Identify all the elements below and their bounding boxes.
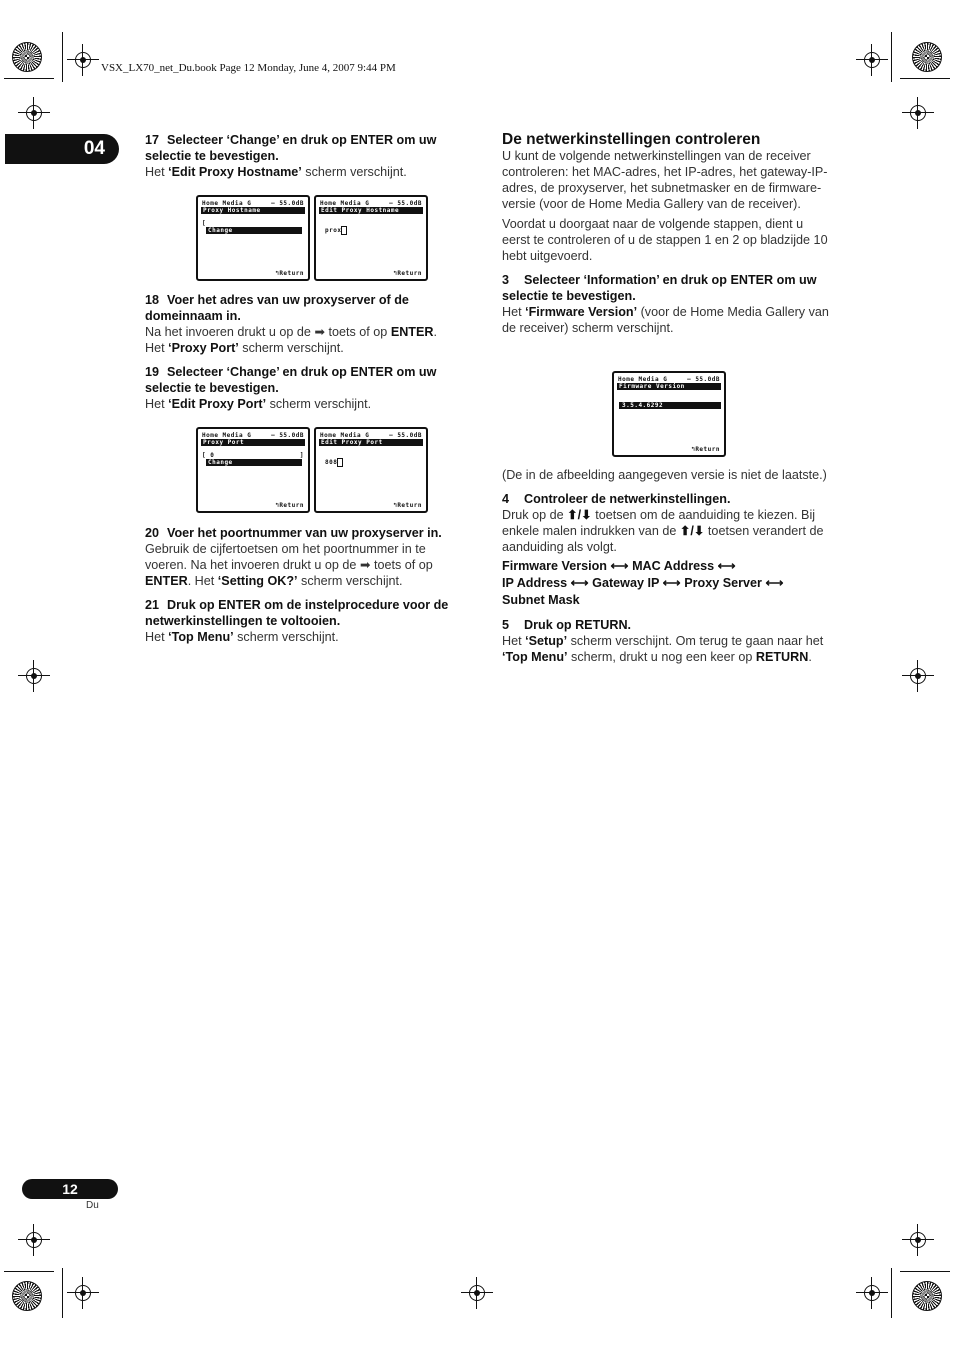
lcd-screen-edit-proxy-hostname: Home Media G – 55.0dB Edit Proxy Hostname prox ↰Return [314,195,428,281]
chapter-tab: 04 [5,134,119,164]
registration-mark-icon [906,101,930,125]
crop-line [900,1271,950,1272]
right-arrow-icon: ➡ [359,558,371,572]
step-19: 19 Selecteer ‘Change’ en druk op ENTER om uw selectie te bevestigen. Het ‘Edit Proxy Port’ scherm verschijnt. [145,365,437,411]
crop-line [891,1268,892,1318]
version-note: (De in de afbeelding aangegeven versie is niet de laatste.) [502,468,827,482]
registration-mark-icon [860,48,884,72]
step-title: Selecteer ‘Change’ en druk op ENTER om uw selectie te bevestigen. [145,133,437,163]
registration-mark-icon [71,1281,95,1305]
return-icon: ↰ [275,502,280,509]
return-icon: ↰ [275,270,280,277]
registration-mark-icon [860,1281,884,1305]
page-number: 12 [22,1179,118,1199]
cursor-icon [341,226,347,235]
step-20: 20 Voer het poortnummer van uw proxyserver in. Gebruik de cijfertoetsen om het poortnummer in te voeren. Na het invoeren drukt u op de ➡ toets of op ENTER. Het ‘Setting OK?’ scherm verschijnt. [145,526,442,588]
section-heading: De netwerkinstellingen controleren [502,131,761,148]
registration-mark-icon [22,101,46,125]
right-column-2 [502,467,842,665]
display-cycle: Firmware Version ⟷ MAC Address ⟷ IP Address ⟷ Gateway IP ⟷ Proxy Server ⟷ Subnet Mask [502,559,784,607]
left-column-2 [145,292,457,412]
print-header: VSX_LX70_net_Du.book Page 12 Monday, June 4, 2007 9:44 PM [101,62,396,74]
page-language: Du [86,1200,99,1211]
crop-line [62,1268,63,1318]
screen-entry: 808 [325,459,338,466]
lcd-screen-edit-proxy-port: Home Media G – 55.0dB Edit Proxy Port 808 ↰Return [314,427,428,513]
step-number: 17 [145,133,160,147]
intro-paragraph: U kunt de volgende netwerkinstellingen van de receiver controleren: het MAC-adres, het IP-adres, het gateway-IP-adres, de proxyserver, het subnetmasker en de firmware-versie (voor de Home Media Gallery van de receiver). [502,149,828,211]
return-icon: ↰ [393,270,398,277]
step-21: 21 Druk op ENTER om de instelprocedure voor de netwerkinstellingen te voltooien. Het ‘Top Menu’ scherm verschijnt. [145,598,449,644]
left-column [145,132,457,180]
registration-mark-icon [71,48,95,72]
screen-selected-item: Change [206,459,302,466]
return-icon: ↰ [393,502,398,509]
crop-line [891,32,892,82]
crop-line [62,32,63,82]
screen-title-bar: Proxy Hostname [201,207,305,214]
right-arrow-icon: ➡ [314,325,325,339]
left-column-3 [145,525,457,645]
step-18: 18 Voer het adres van uw proxyserver of de domeinnaam in. Na het invoeren drukt u op de ➡ toets of op ENTER. Het ‘Proxy Port’ scherm verschijnt. [145,293,437,355]
intro-paragraph-2: Voordat u doorgaat naar de volgende stappen, dient u eerst te controleren of u de stappen 1 en 2 op bladzijde 10 hebt uitgevoerd. [502,217,828,263]
step-5: 5 Druk op RETURN. Het ‘Setup’ scherm verschijnt. Om terug te gaan naar het ‘Top Menu’ scherm, drukt u nog een keer op RETURN. [502,618,824,664]
crop-mark-star-icon [12,42,42,72]
crop-line [4,78,54,79]
crop-mark-star-icon [912,42,942,72]
crop-mark-star-icon [912,1281,942,1311]
screen-title-bar: Edit Proxy Port [319,439,423,446]
crop-line [900,78,950,79]
screen-value: 0 [210,452,215,459]
step-3: 3 Selecteer ‘Information’ en druk op ENTER om uw selectie te bevestigen. Het ‘Firmware Version’ (voor de Home Media Gallery van de receiver) scherm verschijnt. [502,273,829,335]
registration-mark-icon [22,664,46,688]
up-down-arrow-icon: ⬆/⬇ [679,524,705,538]
screen-firmware-value: 3.5.4.6292 [619,402,721,409]
screen-entry: prox [325,227,342,234]
screen-selected-item: Change [206,227,302,234]
screen-title-bar: Firmware Version [617,383,721,390]
return-icon: ↰ [691,446,696,453]
up-down-arrow-icon: ⬆/⬇ [567,508,592,522]
screen-title-bar: Proxy Port [201,439,305,446]
crop-mark-star-icon [12,1281,42,1311]
registration-mark-icon [22,1228,46,1252]
registration-mark-icon [906,1228,930,1252]
registration-mark-icon [465,1281,489,1305]
lcd-screen-proxy-port: Home Media G – 55.0dB Proxy Port [ 0 ] Change ↰Return [196,427,310,513]
step-4: 4 Controleer de netwerkinstellingen. Druk op de ⬆/⬇ toetsen om de aanduiding te kiezen. Bij enkele malen indrukken van de ⬆/⬇ toetsen verandert de aanduiding als volgt. [502,492,824,554]
cursor-icon [337,458,343,467]
lcd-screen-proxy-hostname: Home Media G – 55.0dB Proxy Hostname [ Change ↰Return [196,195,310,281]
screen-title-bar: Edit Proxy Hostname [319,207,423,214]
crop-line [4,1271,54,1272]
lcd-screen-firmware-version: Home Media G – 55.0dB Firmware Version 3.5.4.6292 ↰Return [612,371,726,457]
registration-mark-icon [906,664,930,688]
right-column [502,132,834,336]
step-17: 17 Selecteer ‘Change’ en druk op ENTER om uw selectie te bevestigen. Het ‘Edit Proxy Hostname’ scherm verschijnt. [145,133,437,179]
